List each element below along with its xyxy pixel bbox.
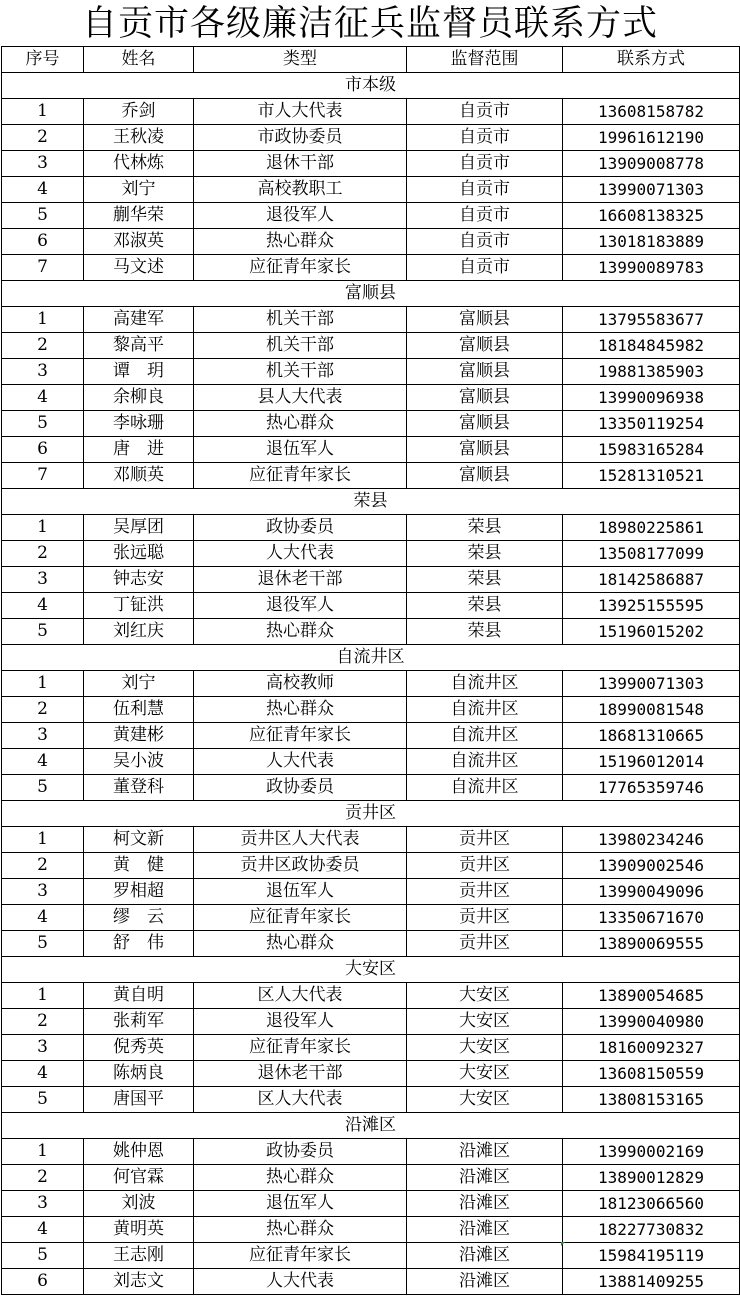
cell-index: 3 xyxy=(2,359,84,385)
cell-index: 4 xyxy=(2,905,84,931)
cell-name: 董登科 xyxy=(84,775,194,801)
cell-scope: 自流井区 xyxy=(407,671,563,697)
cell-scope: 贡井区 xyxy=(407,853,563,879)
table-row xyxy=(2,437,740,463)
cell-name: 余柳良 xyxy=(84,385,194,411)
cell-type: 高校教师 xyxy=(194,671,407,697)
cell-scope: 贡井区 xyxy=(407,905,563,931)
cell-name: 张远聪 xyxy=(84,541,194,567)
table-row xyxy=(2,879,740,905)
cell-name: 柯文新 xyxy=(84,827,194,853)
section-row xyxy=(2,1113,740,1139)
table-row xyxy=(2,255,740,281)
cell-name: 罗相超 xyxy=(84,879,194,905)
cell-type: 退役军人 xyxy=(194,593,407,619)
cell-name: 黄 健 xyxy=(84,853,194,879)
cell-contact: 13608158782 xyxy=(563,99,740,125)
cell-name: 谭 玥 xyxy=(84,359,194,385)
table-row xyxy=(2,333,740,359)
cell-index: 1 xyxy=(2,307,84,333)
cell-index: 5 xyxy=(2,1243,84,1269)
cell-type: 热心群众 xyxy=(194,229,407,255)
table-row xyxy=(2,541,740,567)
table-row xyxy=(2,177,740,203)
cell-type: 应征青年家长 xyxy=(194,1035,407,1061)
table-row xyxy=(2,1217,740,1243)
cell-scope: 沿滩区 xyxy=(407,1217,563,1243)
cell-contact: 13909008778 xyxy=(563,151,740,177)
cell-name: 张莉军 xyxy=(84,1009,194,1035)
cell-type: 退休干部 xyxy=(194,151,407,177)
table-row xyxy=(2,515,740,541)
cell-contact: 15196015202 xyxy=(563,619,740,645)
cell-index: 1 xyxy=(2,827,84,853)
header-scope: 监督范围 xyxy=(407,47,563,73)
supervisor-table xyxy=(1,46,740,1295)
cell-index: 6 xyxy=(2,1269,84,1295)
cell-name: 刘红庆 xyxy=(84,619,194,645)
cell-contact: 18142586887 xyxy=(563,567,740,593)
cell-type: 热心群众 xyxy=(194,619,407,645)
section-title: 富顺县 xyxy=(2,281,740,307)
cell-type: 应征青年家长 xyxy=(194,905,407,931)
cell-scope: 自贡市 xyxy=(407,99,563,125)
cell-scope: 大安区 xyxy=(407,1035,563,1061)
cell-index: 3 xyxy=(2,879,84,905)
cell-name: 何官霖 xyxy=(84,1165,194,1191)
header-contact: 联系方式 xyxy=(563,47,740,73)
table-row xyxy=(2,697,740,723)
cell-scope: 荣县 xyxy=(407,593,563,619)
cell-scope: 沿滩区 xyxy=(407,1191,563,1217)
cell-contact: 13990040980 xyxy=(563,1009,740,1035)
cell-name: 李咏珊 xyxy=(84,411,194,437)
cell-contact: 13990002169 xyxy=(563,1139,740,1165)
cell-name: 王志刚 xyxy=(84,1243,194,1269)
cell-scope: 大安区 xyxy=(407,1087,563,1113)
cell-type: 热心群众 xyxy=(194,411,407,437)
cell-index: 6 xyxy=(2,229,84,255)
cell-index: 3 xyxy=(2,1035,84,1061)
cell-name: 唐 进 xyxy=(84,437,194,463)
cell-index: 4 xyxy=(2,177,84,203)
cell-contact: 18160092327 xyxy=(563,1035,740,1061)
header-name: 姓名 xyxy=(84,47,194,73)
section-row xyxy=(2,489,740,515)
cell-scope: 贡井区 xyxy=(407,931,563,957)
cell-type: 机关干部 xyxy=(194,333,407,359)
table-row xyxy=(2,775,740,801)
cell-contact: 13795583677 xyxy=(563,307,740,333)
cell-index: 7 xyxy=(2,463,84,489)
cell-scope: 富顺县 xyxy=(407,333,563,359)
cell-name: 吴小波 xyxy=(84,749,194,775)
cell-type: 区人大代表 xyxy=(194,983,407,1009)
cell-type: 退伍军人 xyxy=(194,1191,407,1217)
cell-type: 市政协委员 xyxy=(194,125,407,151)
cell-contact: 13890054685 xyxy=(563,983,740,1009)
section-row xyxy=(2,957,740,983)
table-body xyxy=(2,73,740,1295)
table-row xyxy=(2,1087,740,1113)
section-title: 自流井区 xyxy=(2,645,740,671)
table-row xyxy=(2,1061,740,1087)
cell-contact: 19961612190 xyxy=(563,125,740,151)
cell-index: 5 xyxy=(2,619,84,645)
cell-contact: 13925155595 xyxy=(563,593,740,619)
cell-scope: 荣县 xyxy=(407,541,563,567)
cell-scope: 自贡市 xyxy=(407,151,563,177)
cell-contact: 18123066560 xyxy=(563,1191,740,1217)
cell-type: 热心群众 xyxy=(194,1165,407,1191)
cell-index: 5 xyxy=(2,203,84,229)
cell-contact: 18990081548 xyxy=(563,697,740,723)
cell-scope: 自流井区 xyxy=(407,775,563,801)
cell-scope: 自流井区 xyxy=(407,697,563,723)
table-row xyxy=(2,983,740,1009)
cell-scope: 沿滩区 xyxy=(407,1243,563,1269)
table-header-row xyxy=(2,47,740,73)
cell-type: 应征青年家长 xyxy=(194,255,407,281)
cell-index: 3 xyxy=(2,151,84,177)
cell-name: 刘宁 xyxy=(84,177,194,203)
table-row xyxy=(2,853,740,879)
table-row xyxy=(2,99,740,125)
cell-type: 高校教职工 xyxy=(194,177,407,203)
cell-type: 应征青年家长 xyxy=(194,1243,407,1269)
cell-scope: 自贡市 xyxy=(407,255,563,281)
cell-index: 2 xyxy=(2,697,84,723)
cell-scope: 荣县 xyxy=(407,619,563,645)
cell-scope: 自贡市 xyxy=(407,229,563,255)
cell-name: 缪 云 xyxy=(84,905,194,931)
cell-type: 热心群众 xyxy=(194,697,407,723)
table-row xyxy=(2,125,740,151)
cell-contact: 13881409255 xyxy=(563,1269,740,1295)
cell-name: 蒯华荣 xyxy=(84,203,194,229)
cell-name: 黄明英 xyxy=(84,1217,194,1243)
cell-type: 贡井区政协委员 xyxy=(194,853,407,879)
cell-contact: 13990096938 xyxy=(563,385,740,411)
cell-contact: 13350671670 xyxy=(563,905,740,931)
section-title: 沿滩区 xyxy=(2,1113,740,1139)
cell-type: 退休老干部 xyxy=(194,567,407,593)
cell-type: 退役军人 xyxy=(194,203,407,229)
cell-index: 4 xyxy=(2,385,84,411)
cell-contact: 13018183889 xyxy=(563,229,740,255)
cell-name: 邓淑英 xyxy=(84,229,194,255)
cell-contact: 18681310665 xyxy=(563,723,740,749)
cell-scope: 自贡市 xyxy=(407,203,563,229)
cell-type: 热心群众 xyxy=(194,931,407,957)
cell-index: 1 xyxy=(2,983,84,1009)
table-row xyxy=(2,827,740,853)
cell-type: 热心群众 xyxy=(194,1217,407,1243)
cell-index: 3 xyxy=(2,567,84,593)
cell-contact: 15281310521 xyxy=(563,463,740,489)
cell-name: 高建军 xyxy=(84,307,194,333)
cell-contact: 18184845982 xyxy=(563,333,740,359)
cell-scope: 贡井区 xyxy=(407,827,563,853)
page-title: 自贡市各级廉洁征兵监督员联系方式 xyxy=(81,4,658,44)
cell-scope: 富顺县 xyxy=(407,307,563,333)
cell-scope: 自贡市 xyxy=(407,125,563,151)
table-row xyxy=(2,1269,740,1295)
table-row xyxy=(2,359,740,385)
table-row xyxy=(2,1165,740,1191)
cell-name: 邓顺英 xyxy=(84,463,194,489)
cell-type: 应征青年家长 xyxy=(194,723,407,749)
cell-scope: 富顺县 xyxy=(407,359,563,385)
cell-contact: 13890069555 xyxy=(563,931,740,957)
cell-contact: 19881385903 xyxy=(563,359,740,385)
cell-index: 4 xyxy=(2,749,84,775)
cell-type: 机关干部 xyxy=(194,307,407,333)
section-title: 荣县 xyxy=(2,489,740,515)
cell-type: 人大代表 xyxy=(194,1269,407,1295)
table-row xyxy=(2,1191,740,1217)
cell-name: 伍利慧 xyxy=(84,697,194,723)
cell-contact: 18227730832 xyxy=(563,1217,740,1243)
cell-scope: 大安区 xyxy=(407,1009,563,1035)
cell-contact: 13350119254 xyxy=(563,411,740,437)
table-row xyxy=(2,1243,740,1269)
cell-scope: 沿滩区 xyxy=(407,1139,563,1165)
cell-scope: 贡井区 xyxy=(407,879,563,905)
table-row xyxy=(2,749,740,775)
cell-contact: 13608150559 xyxy=(563,1061,740,1087)
cell-type: 机关干部 xyxy=(194,359,407,385)
cell-index: 3 xyxy=(2,723,84,749)
cell-name: 刘志文 xyxy=(84,1269,194,1295)
cell-contact: 17765359746 xyxy=(563,775,740,801)
cell-contact: 16608138325 xyxy=(563,203,740,229)
section-title: 大安区 xyxy=(2,957,740,983)
table-row xyxy=(2,723,740,749)
cell-contact: 15196012014 xyxy=(563,749,740,775)
table-row xyxy=(2,1035,740,1061)
cell-name: 姚仲恩 xyxy=(84,1139,194,1165)
cell-type: 人大代表 xyxy=(194,749,407,775)
cell-index: 6 xyxy=(2,437,84,463)
cell-index: 2 xyxy=(2,333,84,359)
cell-name: 代林炼 xyxy=(84,151,194,177)
header-type: 类型 xyxy=(194,47,407,73)
cell-scope: 富顺县 xyxy=(407,385,563,411)
header-index: 序号 xyxy=(2,47,84,73)
cell-type: 县人大代表 xyxy=(194,385,407,411)
cell-index: 5 xyxy=(2,1087,84,1113)
table-row xyxy=(2,593,740,619)
table-row xyxy=(2,619,740,645)
cell-scope: 荣县 xyxy=(407,515,563,541)
cell-contact: 13508177099 xyxy=(563,541,740,567)
table-row xyxy=(2,307,740,333)
cell-scope: 富顺县 xyxy=(407,463,563,489)
cell-index: 4 xyxy=(2,1061,84,1087)
cell-name: 黎高平 xyxy=(84,333,194,359)
section-row xyxy=(2,281,740,307)
cell-index: 2 xyxy=(2,1009,84,1035)
cell-scope: 自贡市 xyxy=(407,177,563,203)
cell-scope: 自流井区 xyxy=(407,749,563,775)
table-row xyxy=(2,385,740,411)
section-title: 市本级 xyxy=(2,73,740,99)
section-title: 贡井区 xyxy=(2,801,740,827)
cell-type: 政协委员 xyxy=(194,515,407,541)
cell-type: 退役军人 xyxy=(194,1009,407,1035)
cell-scope: 沿滩区 xyxy=(407,1269,563,1295)
cell-contact: 13990071303 xyxy=(563,177,740,203)
cell-index: 5 xyxy=(2,411,84,437)
cell-index: 1 xyxy=(2,1139,84,1165)
section-row xyxy=(2,73,740,99)
table-row xyxy=(2,905,740,931)
cell-index: 7 xyxy=(2,255,84,281)
table-row xyxy=(2,151,740,177)
cell-name: 黄自明 xyxy=(84,983,194,1009)
cell-index: 1 xyxy=(2,99,84,125)
table-row xyxy=(2,567,740,593)
cell-type: 退伍军人 xyxy=(194,437,407,463)
cell-contact: 13909002546 xyxy=(563,853,740,879)
table-row xyxy=(2,931,740,957)
cell-type: 市人大代表 xyxy=(194,99,407,125)
cell-index: 2 xyxy=(2,125,84,151)
cell-scope: 富顺县 xyxy=(407,437,563,463)
cell-name: 王秋凌 xyxy=(84,125,194,151)
section-row xyxy=(2,645,740,671)
cell-type: 政协委员 xyxy=(194,775,407,801)
cell-scope: 沿滩区 xyxy=(407,1165,563,1191)
table-row xyxy=(2,1139,740,1165)
table-row xyxy=(2,1009,740,1035)
cell-contact: 13890012829 xyxy=(563,1165,740,1191)
cell-index: 1 xyxy=(2,671,84,697)
cell-index: 4 xyxy=(2,1217,84,1243)
cell-contact: 13990071303 xyxy=(563,671,740,697)
cell-name: 丁钲洪 xyxy=(84,593,194,619)
cell-index: 2 xyxy=(2,853,84,879)
cell-name: 刘宁 xyxy=(84,671,194,697)
cell-type: 人大代表 xyxy=(194,541,407,567)
cell-name: 乔剑 xyxy=(84,99,194,125)
section-row xyxy=(2,801,740,827)
cell-name: 钟志安 xyxy=(84,567,194,593)
cell-name: 陈炳良 xyxy=(84,1061,194,1087)
cell-type: 贡井区人大代表 xyxy=(194,827,407,853)
cell-scope: 大安区 xyxy=(407,983,563,1009)
cell-name: 舒 伟 xyxy=(84,931,194,957)
cell-contact: 15984195119 xyxy=(563,1243,740,1269)
cell-contact: 18980225861 xyxy=(563,515,740,541)
table-row xyxy=(2,229,740,255)
cell-scope: 荣县 xyxy=(407,567,563,593)
cell-type: 政协委员 xyxy=(194,1139,407,1165)
cell-contact: 13980234246 xyxy=(563,827,740,853)
cell-scope: 大安区 xyxy=(407,1061,563,1087)
cell-index: 1 xyxy=(2,515,84,541)
cell-name: 马文述 xyxy=(84,255,194,281)
cell-scope: 自流井区 xyxy=(407,723,563,749)
cell-index: 2 xyxy=(2,541,84,567)
cell-contact: 13990089783 xyxy=(563,255,740,281)
table-row xyxy=(2,671,740,697)
table-row xyxy=(2,411,740,437)
cell-index: 5 xyxy=(2,775,84,801)
cell-index: 3 xyxy=(2,1191,84,1217)
table-row xyxy=(2,203,740,229)
cell-contact: 13990049096 xyxy=(563,879,740,905)
cell-type: 退伍军人 xyxy=(194,879,407,905)
cell-name: 吴厚团 xyxy=(84,515,194,541)
cell-name: 刘波 xyxy=(84,1191,194,1217)
cell-index: 2 xyxy=(2,1165,84,1191)
cell-index: 4 xyxy=(2,593,84,619)
cell-index: 5 xyxy=(2,931,84,957)
cell-type: 退休老干部 xyxy=(194,1061,407,1087)
cell-type: 应征青年家长 xyxy=(194,463,407,489)
cell-contact: 13808153165 xyxy=(563,1087,740,1113)
cell-name: 黄建彬 xyxy=(84,723,194,749)
cell-comment-marker xyxy=(561,1242,565,1246)
cell-contact: 15983165284 xyxy=(563,437,740,463)
cell-type: 区人大代表 xyxy=(194,1087,407,1113)
cell-name: 唐国平 xyxy=(84,1087,194,1113)
cell-scope: 富顺县 xyxy=(407,411,563,437)
table-row xyxy=(2,463,740,489)
cell-name: 倪秀英 xyxy=(84,1035,194,1061)
